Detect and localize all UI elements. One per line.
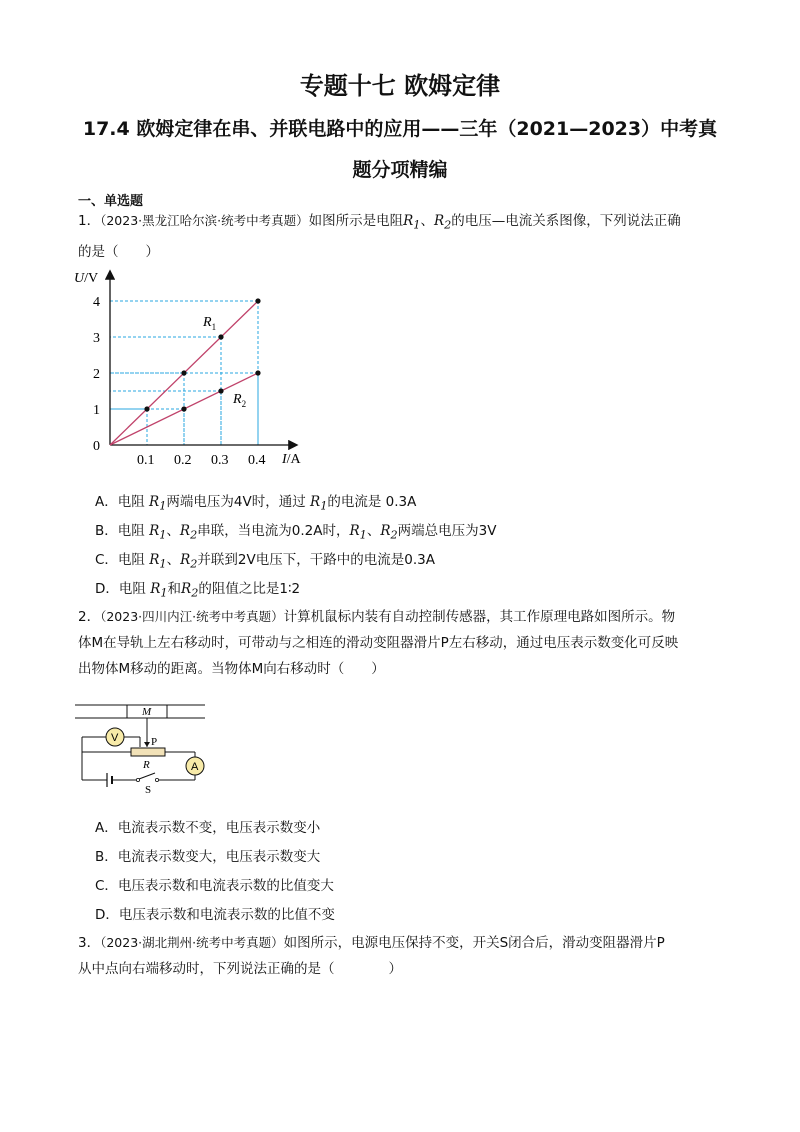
resistor-r [131, 748, 165, 756]
question-1-text: 如图所示是电阻 [308, 213, 404, 229]
series-label-r2: $R_2$ [233, 392, 247, 409]
question-1-number: 1． [78, 213, 101, 229]
question-1 [78, 208, 728, 265]
question-2-line2: 体M在导轨上左右移动时，可带动与之相连的滑动变阻器滑片P左右移动，通过电压表示数变化可反映 [78, 635, 679, 651]
question-2-line1 [78, 604, 728, 630]
switch-icon [139, 773, 155, 779]
section-heading: 一、单选题 [78, 194, 144, 209]
paper-subtitle: 17.4 欧姆定律在串、并联电路中的应用——三年（2021—2023）中考真 [82, 118, 718, 140]
ammeter-label: A [191, 761, 199, 773]
y-axis-label: U/V [74, 271, 99, 286]
x-tick-label: 0.2 [174, 453, 192, 468]
question-2-source: （2023·四川内江·统考中考真题） [100, 609, 284, 624]
question-2-option-d[interactable]: D．电压表示数和电流表示数的比值不变 [95, 907, 335, 923]
x-tick-label: 0.3 [211, 453, 229, 468]
data-point-series-2 [255, 370, 260, 375]
data-point-series-1 [218, 334, 223, 339]
question-1-line1: 1．（2023·黑龙江哈尔滨·统考中考真题）如图所示是电阻$R_1$、$R_2$的电压—电流关系图像，下列说法正确 [78, 213, 681, 232]
question-3 [78, 930, 728, 982]
voltmeter-label: V [111, 732, 119, 744]
series-label-r1: $R_1$ [203, 315, 217, 332]
origin-label: 0 [93, 439, 100, 454]
data-point-series-1 [181, 370, 186, 375]
data-point-series-2 [218, 388, 223, 393]
question-1-line2: 的是（ ） [78, 243, 159, 260]
paper-title: 专题十七 欧姆定律 [299, 72, 501, 100]
circuit-diagram [75, 700, 215, 796]
data-point-series-2 [181, 406, 186, 411]
option-label: A． [95, 494, 118, 510]
question-1-option-b[interactable]: B．电阻 $R_1$、$R_2$串联，当电流为0.2A时，$R_1$、$R_2$两端总电压为3V [95, 523, 497, 542]
slider-arrow-icon [144, 742, 150, 747]
question-1-source: （2023·黑龙江哈尔滨·统考中考真题） [100, 213, 309, 228]
option-label: D． [95, 581, 119, 597]
question-1-option-c[interactable]: C．电阻 $R_1$、$R_2$并联到2V电压下，干路中的电流是0.3A [95, 552, 435, 571]
r2-var: R [433, 213, 445, 229]
question-2-option-b[interactable]: B．电流表示数变大，电压表示数变大 [95, 849, 321, 865]
ui-graph [60, 262, 320, 477]
question-2-option-c[interactable]: C．电压表示数和电流表示数的比值变大 [95, 878, 334, 894]
x-axis-label: I/A [282, 452, 301, 467]
question-1-option-a[interactable]: A．电阻 $R_1$两端电压为4V时，通过 $R_1$的电流是 0.3A [95, 494, 417, 513]
data-point-series-1 [255, 298, 260, 303]
x-tick-label: 0.1 [137, 453, 155, 468]
y-tick-label: 2 [93, 367, 100, 382]
x-tick-label: 0.4 [248, 453, 266, 468]
question-3-source: （2023·湖北荆州·统考中考真题） [100, 935, 284, 950]
question-2-line3: 出物体M移动的距离。当物体M向右移动时（ ） [78, 661, 385, 677]
question-2-text: 计算机鼠标内装有自动控制传感器，其工作原理电路如图所示。物 [283, 609, 676, 625]
object-m-label: M [142, 706, 152, 718]
question-3-line2: 从中点向右端移动时，下列说法正确的是（ ） [78, 961, 402, 977]
r1-sub: 1 [413, 218, 421, 232]
resistor-label: R [143, 759, 150, 771]
question-3-line1 [78, 930, 728, 956]
data-point-series-1 [144, 406, 149, 411]
question-1-text-tail: 的电压—电流关系图像，下列说法正确 [451, 213, 681, 229]
option-label: B． [95, 523, 118, 539]
r1-var: R [403, 213, 414, 229]
option-label: C． [95, 552, 118, 568]
question-1-option-d[interactable]: D．电阻 $R_1$和$R_2$的阻值之比是1∶2 [95, 581, 301, 600]
switch-label: S [145, 784, 152, 796]
r2-sub: 2 [444, 218, 452, 232]
question-2 [78, 604, 728, 682]
question-2-option-a[interactable]: A．电流表示数不变，电压表示数变小 [95, 820, 321, 836]
y-tick-label: 3 [93, 331, 100, 346]
question-2-number: 2． [78, 609, 101, 625]
y-tick-label: 4 [93, 295, 100, 310]
switch-contact-2-icon [155, 778, 158, 781]
question-3-text: 如图所示，电源电压保持不变，开关S闭合后，滑动变阻器滑片P [283, 935, 665, 951]
paper-subtitle-line2: 题分项精编 [352, 159, 448, 181]
question-3-number: 3． [78, 935, 101, 951]
y-tick-label: 1 [93, 403, 100, 418]
slider-p-label: P [151, 736, 158, 748]
